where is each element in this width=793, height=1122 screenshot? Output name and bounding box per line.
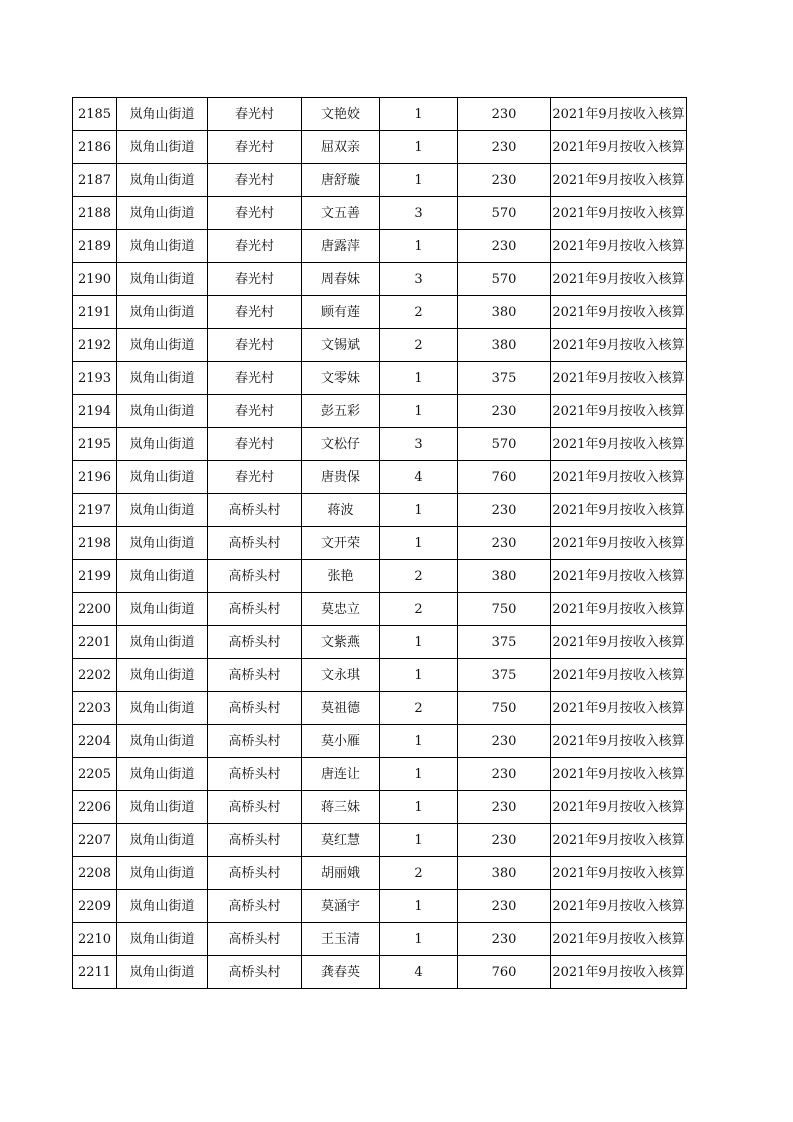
household-count-cell: 1 (380, 131, 458, 164)
amount-cell: 230 (458, 230, 551, 263)
village-cell: 春光村 (208, 461, 302, 494)
row-number-cell: 2197 (73, 494, 117, 527)
name-cell: 文紫燕 (302, 626, 380, 659)
table-row (73, 527, 687, 560)
amount-cell: 230 (458, 725, 551, 758)
village-cell: 高桥头村 (208, 626, 302, 659)
table-row (73, 263, 687, 296)
amount-cell: 230 (458, 824, 551, 857)
name-cell: 周春妹 (302, 263, 380, 296)
street-cell: 岚角山街道 (117, 857, 208, 890)
household-count-cell: 2 (380, 329, 458, 362)
household-count-cell: 2 (380, 857, 458, 890)
village-cell: 春光村 (208, 197, 302, 230)
street-cell: 岚角山街道 (117, 296, 208, 329)
street-cell: 岚角山街道 (117, 362, 208, 395)
table-row (73, 923, 687, 956)
household-count-cell: 3 (380, 197, 458, 230)
note-cell: 2021年9月按收入核算 (551, 428, 687, 461)
table-row (73, 626, 687, 659)
row-number-cell: 2203 (73, 692, 117, 725)
amount-cell: 230 (458, 131, 551, 164)
note-cell: 2021年9月按收入核算 (551, 758, 687, 791)
amount-cell: 230 (458, 164, 551, 197)
street-cell: 岚角山街道 (117, 164, 208, 197)
village-cell: 高桥头村 (208, 890, 302, 923)
household-count-cell: 1 (380, 395, 458, 428)
table-row (73, 296, 687, 329)
street-cell: 岚角山街道 (117, 131, 208, 164)
table-row (73, 98, 687, 131)
street-cell: 岚角山街道 (117, 791, 208, 824)
household-count-cell: 4 (380, 461, 458, 494)
note-cell: 2021年9月按收入核算 (551, 494, 687, 527)
name-cell: 文零妹 (302, 362, 380, 395)
name-cell: 龚春英 (302, 956, 380, 989)
amount-cell: 230 (458, 98, 551, 131)
name-cell: 文锡斌 (302, 329, 380, 362)
name-cell: 唐舒璇 (302, 164, 380, 197)
row-number-cell: 2191 (73, 296, 117, 329)
name-cell: 蒋波 (302, 494, 380, 527)
table-row (73, 329, 687, 362)
household-count-cell: 3 (380, 263, 458, 296)
household-count-cell: 1 (380, 164, 458, 197)
name-cell: 文松仔 (302, 428, 380, 461)
household-count-cell: 1 (380, 494, 458, 527)
table-row (73, 131, 687, 164)
street-cell: 岚角山街道 (117, 659, 208, 692)
amount-cell: 375 (458, 362, 551, 395)
name-cell: 屈双亲 (302, 131, 380, 164)
note-cell: 2021年9月按收入核算 (551, 329, 687, 362)
amount-cell: 750 (458, 692, 551, 725)
street-cell: 岚角山街道 (117, 758, 208, 791)
household-count-cell: 1 (380, 824, 458, 857)
household-count-cell: 1 (380, 659, 458, 692)
village-cell: 春光村 (208, 131, 302, 164)
table-row (73, 593, 687, 626)
village-cell: 高桥头村 (208, 593, 302, 626)
row-number-cell: 2202 (73, 659, 117, 692)
table-row (73, 890, 687, 923)
amount-cell: 570 (458, 197, 551, 230)
table-row (73, 494, 687, 527)
note-cell: 2021年9月按收入核算 (551, 626, 687, 659)
table-row (73, 725, 687, 758)
village-cell: 高桥头村 (208, 758, 302, 791)
street-cell: 岚角山街道 (117, 461, 208, 494)
table-row (73, 395, 687, 428)
row-number-cell: 2209 (73, 890, 117, 923)
street-cell: 岚角山街道 (117, 230, 208, 263)
name-cell: 唐贵保 (302, 461, 380, 494)
table-row (73, 362, 687, 395)
row-number-cell: 2194 (73, 395, 117, 428)
note-cell: 2021年9月按收入核算 (551, 659, 687, 692)
name-cell: 文艳姣 (302, 98, 380, 131)
street-cell: 岚角山街道 (117, 560, 208, 593)
table-row (73, 428, 687, 461)
row-number-cell: 2208 (73, 857, 117, 890)
name-cell: 唐露萍 (302, 230, 380, 263)
table-body (73, 98, 687, 989)
note-cell: 2021年9月按收入核算 (551, 461, 687, 494)
row-number-cell: 2210 (73, 923, 117, 956)
street-cell: 岚角山街道 (117, 824, 208, 857)
household-count-cell: 2 (380, 593, 458, 626)
note-cell: 2021年9月按收入核算 (551, 395, 687, 428)
amount-cell: 570 (458, 263, 551, 296)
row-number-cell: 2196 (73, 461, 117, 494)
street-cell: 岚角山街道 (117, 890, 208, 923)
row-number-cell: 2198 (73, 527, 117, 560)
street-cell: 岚角山街道 (117, 725, 208, 758)
village-cell: 高桥头村 (208, 956, 302, 989)
row-number-cell: 2190 (73, 263, 117, 296)
note-cell: 2021年9月按收入核算 (551, 98, 687, 131)
household-count-cell: 1 (380, 362, 458, 395)
village-cell: 高桥头村 (208, 527, 302, 560)
street-cell: 岚角山街道 (117, 197, 208, 230)
household-count-cell: 1 (380, 890, 458, 923)
row-number-cell: 2206 (73, 791, 117, 824)
street-cell: 岚角山街道 (117, 527, 208, 560)
row-number-cell: 2193 (73, 362, 117, 395)
note-cell: 2021年9月按收入核算 (551, 890, 687, 923)
street-cell: 岚角山街道 (117, 593, 208, 626)
village-cell: 春光村 (208, 428, 302, 461)
village-cell: 春光村 (208, 164, 302, 197)
name-cell: 张艳 (302, 560, 380, 593)
village-cell: 高桥头村 (208, 692, 302, 725)
name-cell: 王玉清 (302, 923, 380, 956)
note-cell: 2021年9月按收入核算 (551, 956, 687, 989)
village-cell: 春光村 (208, 98, 302, 131)
note-cell: 2021年9月按收入核算 (551, 560, 687, 593)
village-cell: 春光村 (208, 263, 302, 296)
note-cell: 2021年9月按收入核算 (551, 824, 687, 857)
household-count-cell: 3 (380, 428, 458, 461)
row-number-cell: 2187 (73, 164, 117, 197)
village-cell: 春光村 (208, 296, 302, 329)
row-number-cell: 2201 (73, 626, 117, 659)
note-cell: 2021年9月按收入核算 (551, 791, 687, 824)
household-count-cell: 1 (380, 98, 458, 131)
village-cell: 高桥头村 (208, 560, 302, 593)
note-cell: 2021年9月按收入核算 (551, 857, 687, 890)
village-cell: 高桥头村 (208, 494, 302, 527)
amount-cell: 230 (458, 791, 551, 824)
name-cell: 莫祖德 (302, 692, 380, 725)
note-cell: 2021年9月按收入核算 (551, 164, 687, 197)
row-number-cell: 2199 (73, 560, 117, 593)
street-cell: 岚角山街道 (117, 494, 208, 527)
table-row (73, 692, 687, 725)
row-number-cell: 2186 (73, 131, 117, 164)
village-cell: 春光村 (208, 395, 302, 428)
amount-cell: 380 (458, 857, 551, 890)
amount-cell: 230 (458, 527, 551, 560)
village-cell: 春光村 (208, 230, 302, 263)
note-cell: 2021年9月按收入核算 (551, 923, 687, 956)
amount-cell: 760 (458, 956, 551, 989)
row-number-cell: 2204 (73, 725, 117, 758)
table-row (73, 758, 687, 791)
amount-cell: 380 (458, 329, 551, 362)
street-cell: 岚角山街道 (117, 329, 208, 362)
note-cell: 2021年9月按收入核算 (551, 296, 687, 329)
street-cell: 岚角山街道 (117, 395, 208, 428)
name-cell: 莫涵宇 (302, 890, 380, 923)
name-cell: 文五善 (302, 197, 380, 230)
name-cell: 彭五彩 (302, 395, 380, 428)
note-cell: 2021年9月按收入核算 (551, 593, 687, 626)
household-count-cell: 2 (380, 296, 458, 329)
amount-cell: 230 (458, 395, 551, 428)
amount-cell: 230 (458, 890, 551, 923)
note-cell: 2021年9月按收入核算 (551, 263, 687, 296)
amount-cell: 230 (458, 494, 551, 527)
household-count-cell: 2 (380, 692, 458, 725)
name-cell: 莫红慧 (302, 824, 380, 857)
amount-cell: 380 (458, 296, 551, 329)
household-count-cell: 1 (380, 527, 458, 560)
note-cell: 2021年9月按收入核算 (551, 527, 687, 560)
household-count-cell: 1 (380, 230, 458, 263)
village-cell: 高桥头村 (208, 791, 302, 824)
street-cell: 岚角山街道 (117, 956, 208, 989)
street-cell: 岚角山街道 (117, 98, 208, 131)
name-cell: 莫忠立 (302, 593, 380, 626)
household-count-cell: 1 (380, 626, 458, 659)
street-cell: 岚角山街道 (117, 692, 208, 725)
amount-cell: 375 (458, 626, 551, 659)
name-cell: 文永琪 (302, 659, 380, 692)
note-cell: 2021年9月按收入核算 (551, 725, 687, 758)
row-number-cell: 2205 (73, 758, 117, 791)
table-row (73, 164, 687, 197)
household-count-cell: 4 (380, 956, 458, 989)
household-count-cell: 1 (380, 758, 458, 791)
name-cell: 文开荣 (302, 527, 380, 560)
table-row (73, 197, 687, 230)
row-number-cell: 2188 (73, 197, 117, 230)
amount-cell: 230 (458, 758, 551, 791)
name-cell: 莫小雁 (302, 725, 380, 758)
village-cell: 春光村 (208, 329, 302, 362)
amount-cell: 375 (458, 659, 551, 692)
village-cell: 春光村 (208, 362, 302, 395)
household-count-cell: 2 (380, 560, 458, 593)
table-row (73, 659, 687, 692)
street-cell: 岚角山街道 (117, 428, 208, 461)
village-cell: 高桥头村 (208, 824, 302, 857)
table-row (73, 956, 687, 989)
row-number-cell: 2211 (73, 956, 117, 989)
table-row (73, 461, 687, 494)
name-cell: 唐连让 (302, 758, 380, 791)
village-cell: 高桥头村 (208, 725, 302, 758)
village-cell: 高桥头村 (208, 923, 302, 956)
table-row (73, 791, 687, 824)
note-cell: 2021年9月按收入核算 (551, 230, 687, 263)
amount-cell: 750 (458, 593, 551, 626)
row-number-cell: 2185 (73, 98, 117, 131)
amount-cell: 570 (458, 428, 551, 461)
row-number-cell: 2207 (73, 824, 117, 857)
row-number-cell: 2200 (73, 593, 117, 626)
amount-cell: 380 (458, 560, 551, 593)
village-cell: 高桥头村 (208, 659, 302, 692)
row-number-cell: 2192 (73, 329, 117, 362)
amount-cell: 230 (458, 923, 551, 956)
household-count-cell: 1 (380, 725, 458, 758)
village-cell: 高桥头村 (208, 857, 302, 890)
street-cell: 岚角山街道 (117, 923, 208, 956)
household-count-cell: 1 (380, 791, 458, 824)
table-row (73, 824, 687, 857)
name-cell: 胡丽娥 (302, 857, 380, 890)
note-cell: 2021年9月按收入核算 (551, 692, 687, 725)
household-count-cell: 1 (380, 923, 458, 956)
table-row (73, 857, 687, 890)
name-cell: 蒋三妹 (302, 791, 380, 824)
table-row (73, 560, 687, 593)
row-number-cell: 2195 (73, 428, 117, 461)
street-cell: 岚角山街道 (117, 263, 208, 296)
note-cell: 2021年9月按收入核算 (551, 131, 687, 164)
street-cell: 岚角山街道 (117, 626, 208, 659)
record-table (72, 97, 687, 989)
amount-cell: 760 (458, 461, 551, 494)
name-cell: 顾有莲 (302, 296, 380, 329)
row-number-cell: 2189 (73, 230, 117, 263)
table-row (73, 230, 687, 263)
note-cell: 2021年9月按收入核算 (551, 362, 687, 395)
note-cell: 2021年9月按收入核算 (551, 197, 687, 230)
